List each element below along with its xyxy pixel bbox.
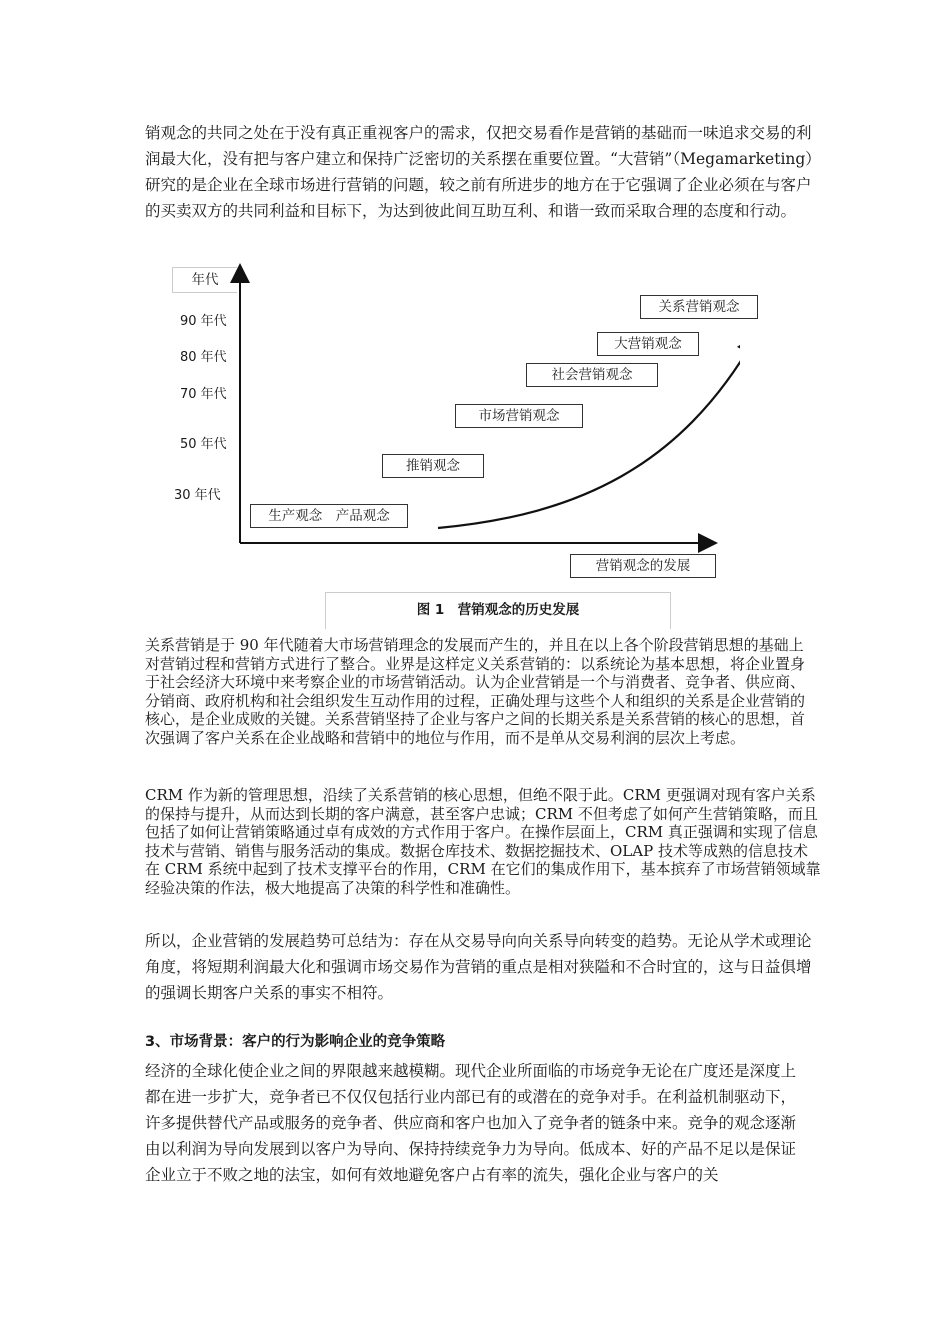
y-label-30s: 30 年代 <box>174 488 221 503</box>
x-axis-label: 营销观念的发展 <box>570 554 716 578</box>
crm-paragraph: CRM 作为新的管理思想，沿续了关系营销的核心思想，但绝不限于此。CRM 更强调对现有客户关系的保持与提升，从而达到长期的客户满意，甚至客户忠诚；CRM 不但考虑了如何产生营销策略，而且包括了如何让营销策略通过卓有成效的方式作用于客户。在操作层面上，CRM 真正强调和实现了信息技术与营销、销售与服务活动的集成。数据仓库技术、数据挖掘技术、OLAP 技术等成熟的信息技术在 CRM 系统中起到了技术支撑平台的作用，CRM 在它们的集成作用下，基本摈弃了市场营销领域靠经验决策的作法，极大地提高了决策的科学性和准确性。 <box>145 786 821 897</box>
y-label-50s: 50 年代 <box>180 437 227 452</box>
stage-megamarketing: 大营销观念 <box>597 332 699 356</box>
market-background-paragraph: 经济的全球化使企业之间的界限越来越模糊。现代企业所面临的市场竞争无论在广度还是深度上都在进一步扩大，竞争者已不仅仅包括行业内部已有的或潜在的竞争对手。在利益机制驱动下，许多提供替代产品或服务的竞争者、供应商和客户也加入了竞争者的链条中来。竞争的观念逐渐由以利润为导向发展到以客户为导向、保持持续竞争力为导向。低成本、好的产品不足以是保证企业立于不败之地的法宝，如何有效地避免客户占有率的流失，强化企业与客户的关 <box>145 1062 797 1184</box>
stage-relationship-marketing: 关系营销观念 <box>640 295 758 319</box>
relationship-marketing-paragraph: 关系营销是于 90 年代随着大市场营销理念的发展而产生的，并且在以上各个阶段营销思想的基础上对营销过程和营销方式进行了整合。业界是这样定义关系营销的：以系统论为基本思想，将企业置身于社会经济大环境中来考察企业的市场营销活动。认为企业营销是一个与消费者、竞争者、供应商、分销商、政府机构和社会组织发生互动作用的过程，正确处理与这些个人和组织的关系是企业营销的核心，是企业成败的关键。关系营销坚持了企业与客户之间的长期关系是关系营销的核心的思想，首次强调了客户关系在企业战略和营销中的地位与作用，而不是单从交易利润的层次上考虑。 <box>145 636 806 747</box>
y-label-80s: 80 年代 <box>180 350 227 365</box>
summary-paragraph: 所以，企业营销的发展趋势可总结为：存在从交易导向向关系导向转变的趋势。无论从学术或理论角度，将短期利润最大化和强调市场交易作为营销的重点是相对狭隘和不合时宜的，这与日益俱增的强调长期客户关系的事实不相符。 <box>145 932 812 1002</box>
stage-social-marketing: 社会营销观念 <box>526 363 658 387</box>
section-heading: 3、市场背景：客户的行为影响企业的竞争策略 <box>145 1034 446 1050</box>
y-label-90s: 90 年代 <box>180 314 227 329</box>
stage-production-product: 生产观念 产品观念 <box>250 504 408 528</box>
stage-marketing: 市场营销观念 <box>455 404 583 428</box>
intro-paragraph: 销观念的共同之处在于没有真正重视客户的需求，仅把交易看作是营销的基础而一味追求交易的利润最大化，没有把与客户建立和保持广泛密切的关系摆在重要位置。“大营销”（Megamarketing）研究的是企业在全球市场进行营销的问题，较之前有所进步的地方在于它强调了企业必须在与客户的买卖双方的共同利益和目标下，为达到彼此间互助互利、和谐一致而采取合理的态度和行动。 <box>145 124 814 220</box>
y-axis-title: 年代 <box>172 267 237 293</box>
y-label-70s: 70 年代 <box>180 387 227 402</box>
figure-caption: 图 1 营销观念的历史发展 <box>325 592 671 629</box>
marketing-history-figure <box>160 255 740 633</box>
stage-selling: 推销观念 <box>382 454 484 478</box>
